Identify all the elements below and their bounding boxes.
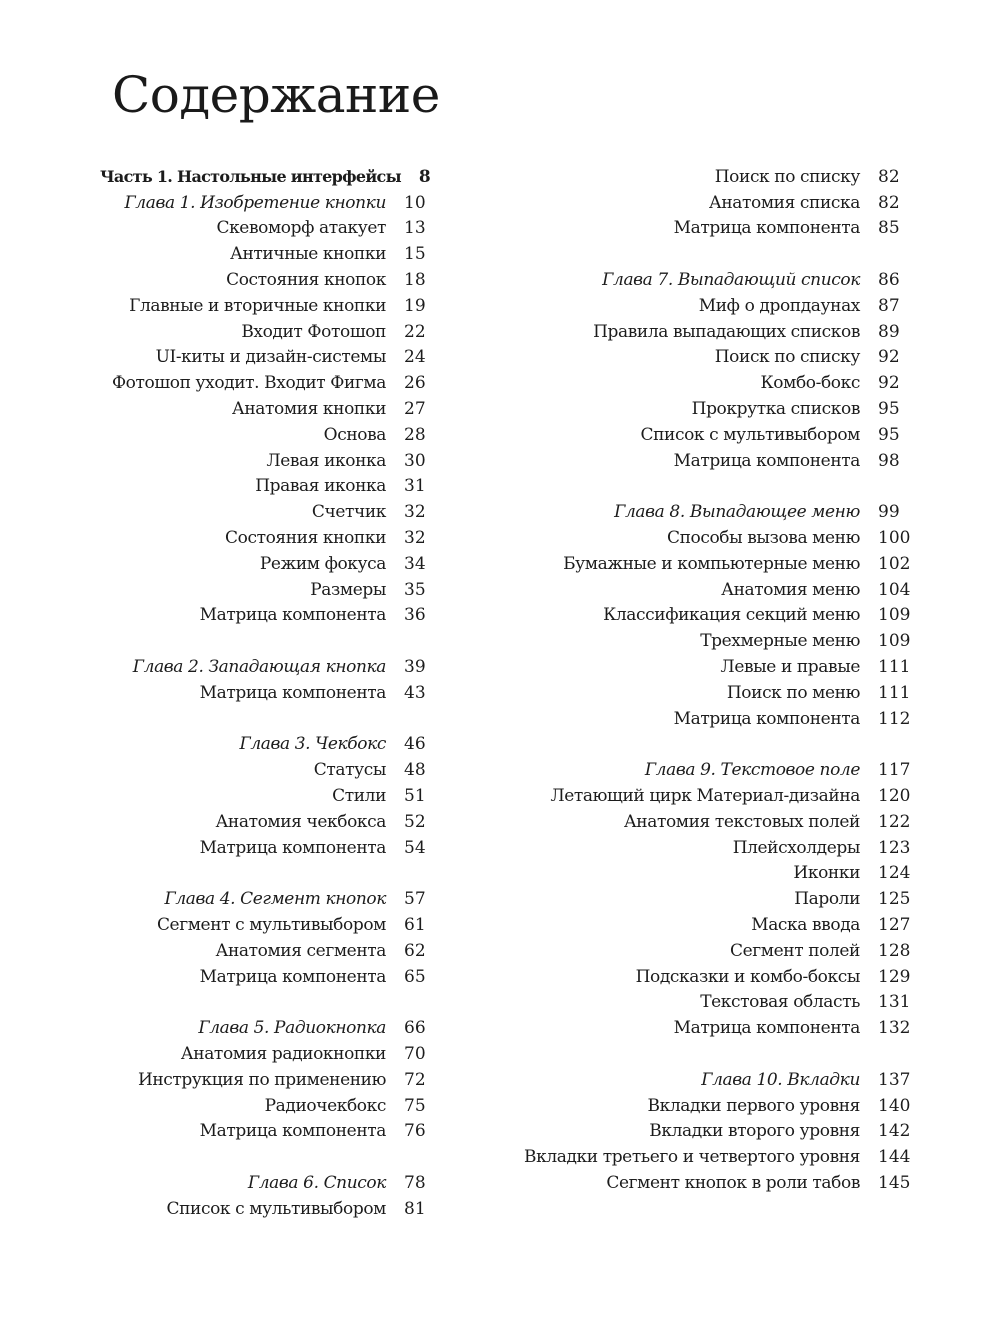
toc-section-entry[interactable] xyxy=(520,396,910,422)
toc-section-entry[interactable] xyxy=(100,1093,436,1119)
toc-section-entry[interactable] xyxy=(520,422,910,448)
toc-chapter-entry[interactable] xyxy=(100,732,436,758)
toc-section-entry[interactable] xyxy=(520,680,910,706)
toc-section-entry[interactable] xyxy=(520,370,910,396)
toc-entry-title: UI-киты и дизайн-системы xyxy=(155,347,386,368)
toc-page-number: 137 xyxy=(878,1069,911,1090)
toc-entry-title: Список с мультивыбором xyxy=(640,424,860,445)
toc-entry-title: Правила выпадающих списков xyxy=(593,321,860,342)
toc-page-number: 89 xyxy=(878,321,900,342)
toc-chapter-entry[interactable] xyxy=(520,757,910,783)
toc-page-number: 86 xyxy=(878,270,900,291)
toc-page-number: 131 xyxy=(878,992,911,1013)
toc-page-number: 128 xyxy=(878,940,911,961)
toc-page-number: 102 xyxy=(878,553,911,574)
toc-section-entry[interactable] xyxy=(520,164,910,190)
toc-page-number: 34 xyxy=(404,553,426,574)
toc-page-number: 124 xyxy=(878,863,911,884)
toc-section-entry[interactable] xyxy=(520,1093,910,1119)
toc-page-number: 36 xyxy=(404,605,426,626)
toc-page-number: 111 xyxy=(878,682,911,703)
toc-right-column xyxy=(520,164,910,1196)
toc-entry-title: Главные и вторичные кнопки xyxy=(129,295,386,316)
toc-section-entry[interactable] xyxy=(100,938,436,964)
toc-page-number: 82 xyxy=(878,192,900,213)
toc-entry-title: Левая иконка xyxy=(266,450,386,471)
toc-section-entry[interactable] xyxy=(100,603,436,629)
toc-page-number: 24 xyxy=(404,347,426,368)
toc-entry-title: Сегмент с мультивыбором xyxy=(156,915,386,935)
toc-chapter-entry[interactable] xyxy=(100,886,436,912)
toc-entry-title: Радиочекбокс xyxy=(264,1095,386,1116)
toc-section-entry[interactable] xyxy=(520,964,910,990)
toc-entry-title: Трехмерные меню xyxy=(700,631,860,652)
toc-page-number: 18 xyxy=(404,270,426,291)
toc-page-number: 39 xyxy=(404,657,426,678)
toc-spacer xyxy=(100,706,436,732)
toc-entry-title: Глава 3. Чекбокс xyxy=(239,734,386,755)
toc-section-entry[interactable] xyxy=(520,912,910,938)
toc-entry-title: Сегмент полей xyxy=(730,940,860,961)
toc-section-entry[interactable] xyxy=(520,654,910,680)
toc-entry-title: Глава 6. Список xyxy=(247,1172,386,1193)
toc-page-number: 123 xyxy=(878,837,911,858)
toc-section-entry[interactable] xyxy=(520,1170,910,1196)
toc-page-number: 51 xyxy=(404,786,426,807)
toc-page-number: 144 xyxy=(878,1147,911,1168)
toc-page-number: 132 xyxy=(878,1018,911,1039)
toc-entry-title: Глава 4. Сегмент кнопок xyxy=(164,889,386,910)
toc-page-number: 125 xyxy=(878,889,911,910)
toc-page-number: 61 xyxy=(404,915,426,935)
toc-entry-title: Скевоморф атакует xyxy=(216,218,386,239)
toc-section-entry[interactable] xyxy=(520,628,910,654)
toc-section-entry[interactable] xyxy=(520,809,910,835)
toc-entry-title: Матрица компонента xyxy=(673,450,860,471)
toc-part-entry[interactable] xyxy=(100,164,436,190)
toc-page-number: 140 xyxy=(878,1095,911,1116)
toc-page-number: 31 xyxy=(404,476,426,497)
toc-section-entry[interactable] xyxy=(100,241,436,267)
toc-section-entry[interactable] xyxy=(520,1118,910,1144)
toc-page-number: 111 xyxy=(878,657,911,678)
toc-section-entry[interactable] xyxy=(100,757,436,783)
toc-page-number: 75 xyxy=(404,1095,426,1116)
toc-chapter-entry[interactable] xyxy=(520,1067,910,1093)
toc-page-number: 109 xyxy=(878,605,911,626)
toc-page-number: 129 xyxy=(878,966,911,987)
toc-section-entry[interactable] xyxy=(520,293,910,319)
toc-page-number: 22 xyxy=(404,321,426,342)
toc-entry-title: Поиск по списку xyxy=(714,347,860,368)
toc-section-entry[interactable] xyxy=(520,861,910,887)
toc-entry-title: Вкладки третьего и четвертого уровня xyxy=(524,1147,860,1168)
toc-section-entry[interactable] xyxy=(100,577,436,603)
toc-entry-title: Поиск по меню xyxy=(726,682,860,703)
toc-section-entry[interactable] xyxy=(100,396,436,422)
toc-section-entry[interactable] xyxy=(520,190,910,216)
toc-page-number: 85 xyxy=(878,218,900,239)
toc-chapter-entry[interactable] xyxy=(100,1015,436,1041)
toc-entry-title: Прокрутка списков xyxy=(691,399,860,420)
toc-page-number: 46 xyxy=(404,734,426,755)
toc-entry-title: Состояния кнопок xyxy=(226,270,386,291)
toc-section-entry[interactable] xyxy=(100,499,436,525)
toc-entry-title: Глава 7. Выпадающий список xyxy=(602,270,860,291)
toc-spacer xyxy=(100,628,436,654)
toc-page-number: 66 xyxy=(404,1018,426,1039)
toc-entry-title: Анатомия радиокнопки xyxy=(180,1043,386,1064)
toc-entry-title: Список с мультивыбором xyxy=(166,1198,386,1219)
toc-page-number: 127 xyxy=(878,915,911,935)
toc-page-number: 99 xyxy=(878,502,900,523)
toc-section-entry[interactable] xyxy=(100,216,436,242)
toc-page-number: 27 xyxy=(404,399,426,420)
toc-section-entry[interactable] xyxy=(520,783,910,809)
toc-spacer xyxy=(520,474,910,500)
toc-section-entry[interactable] xyxy=(100,809,436,835)
toc-section-entry[interactable] xyxy=(100,422,436,448)
toc-spacer xyxy=(100,1144,436,1170)
toc-section-entry[interactable] xyxy=(100,1118,436,1144)
toc-page-number: 13 xyxy=(404,218,426,239)
toc-page-number: 95 xyxy=(878,424,900,445)
toc-section-entry[interactable] xyxy=(100,448,436,474)
toc-page-number: 72 xyxy=(404,1069,426,1090)
toc-entry-title: Анатомия меню xyxy=(721,579,860,600)
toc-section-entry[interactable] xyxy=(520,886,910,912)
toc-section-entry[interactable] xyxy=(100,912,436,938)
toc-section-entry[interactable] xyxy=(520,577,910,603)
toc-page-number: 26 xyxy=(404,373,426,394)
toc-section-entry[interactable] xyxy=(520,603,910,629)
toc-left-column xyxy=(100,164,436,1222)
toc-entry-title: Пароли xyxy=(794,889,860,910)
toc-page-number: 92 xyxy=(878,347,900,368)
toc-page-number: 35 xyxy=(404,579,426,600)
toc-entry-title: Основа xyxy=(323,424,386,445)
toc-entry-title: Классификация секций меню xyxy=(603,605,860,626)
toc-page-number: 70 xyxy=(404,1043,426,1064)
toc-entry-title: Матрица компонента xyxy=(199,605,386,626)
toc-entry-title: Инструкция по применению xyxy=(137,1069,386,1090)
toc-entry-title: Летающий цирк Материал-дизайна xyxy=(550,786,860,807)
toc-entry-title: Анатомия чекбокса xyxy=(215,811,386,832)
toc-page-number: 82 xyxy=(878,166,900,187)
toc-entry-title: Фотошоп уходит. Входит Фигма xyxy=(111,373,386,394)
toc-entry-title: Анатомия списка xyxy=(708,192,860,213)
toc-page-number: 43 xyxy=(404,682,426,703)
toc-entry-title: Размеры xyxy=(310,579,386,600)
toc-entry-title: Вкладки второго уровня xyxy=(649,1121,860,1142)
toc-section-entry[interactable] xyxy=(520,938,910,964)
toc-entry-title: Способы вызова меню xyxy=(666,528,860,549)
toc-entry-title: Текстовая область xyxy=(700,992,860,1013)
toc-entry-title: Статусы xyxy=(313,760,386,781)
toc-section-entry[interactable] xyxy=(100,680,436,706)
toc-entry-title: Правая иконка xyxy=(255,476,386,497)
toc-entry-title: Вкладки первого уровня xyxy=(647,1095,860,1116)
toc-page-number: 104 xyxy=(878,579,911,600)
toc-page-number: 92 xyxy=(878,373,900,394)
toc-page-number: 28 xyxy=(404,424,426,445)
toc-page-number: 81 xyxy=(404,1198,426,1219)
toc-entry-title: Глава 1. Изобретение кнопки xyxy=(124,192,386,213)
toc-section-entry[interactable] xyxy=(520,1144,910,1170)
toc-entry-title: Матрица компонента xyxy=(199,837,386,858)
toc-section-entry[interactable] xyxy=(520,990,910,1016)
toc-entry-title: Часть 1. Настольные интерфейсы xyxy=(100,167,401,187)
toc-section-entry[interactable] xyxy=(520,706,910,732)
toc-entry-title: Миф о дропдаунах xyxy=(698,295,860,316)
toc-section-entry[interactable] xyxy=(100,319,436,345)
toc-section-entry[interactable] xyxy=(520,835,910,861)
toc-page-number: 120 xyxy=(878,786,911,807)
toc-entry-title: Глава 9. Текстовое поле xyxy=(644,760,860,781)
toc-page-number: 100 xyxy=(878,528,911,549)
toc-spacer xyxy=(100,861,436,887)
toc-section-entry[interactable] xyxy=(520,319,910,345)
toc-section-entry[interactable] xyxy=(100,345,436,371)
toc-entry-title: Поиск по списку xyxy=(714,166,860,187)
toc-chapter-entry[interactable] xyxy=(100,654,436,680)
toc-entry-title: Бумажные и компьютерные меню xyxy=(563,553,860,574)
toc-section-entry[interactable] xyxy=(520,551,910,577)
toc-spacer xyxy=(520,241,910,267)
toc-entry-title: Матрица компонента xyxy=(199,966,386,987)
toc-page-number: 54 xyxy=(404,837,426,858)
toc-section-entry[interactable] xyxy=(100,474,436,500)
toc-entry-title: Подсказки и комбо-боксы xyxy=(635,966,860,987)
toc-page-number: 112 xyxy=(878,708,911,729)
toc-entry-title: Античные кнопки xyxy=(230,244,386,265)
toc-page-number: 57 xyxy=(404,889,426,910)
page-title: Содержание xyxy=(112,66,440,124)
toc-page-number: 48 xyxy=(404,760,426,781)
toc-section-entry[interactable] xyxy=(100,551,436,577)
toc-section-entry[interactable] xyxy=(100,293,436,319)
toc-chapter-entry[interactable] xyxy=(520,499,910,525)
toc-page-number: 32 xyxy=(404,502,426,523)
toc-chapter-entry[interactable] xyxy=(520,267,910,293)
toc-section-entry[interactable] xyxy=(520,1015,910,1041)
toc-spacer xyxy=(100,990,436,1016)
toc-page-number: 65 xyxy=(404,966,426,987)
toc-entry-title: Состояния кнопки xyxy=(225,528,386,549)
toc-section-entry[interactable] xyxy=(100,1041,436,1067)
toc-page-number: 117 xyxy=(878,760,911,781)
toc-page-number: 8 xyxy=(418,166,431,187)
toc-section-entry[interactable] xyxy=(100,525,436,551)
toc-chapter-entry[interactable] xyxy=(100,1170,436,1196)
toc-section-entry[interactable] xyxy=(520,448,910,474)
toc-entry-title: Входит Фотошоп xyxy=(241,321,386,342)
toc-entry-title: Матрица компонента xyxy=(673,708,860,729)
toc-entry-title: Матрица компонента xyxy=(199,682,386,703)
toc-page-number: 10 xyxy=(404,192,426,213)
toc-section-entry[interactable] xyxy=(100,1196,436,1222)
toc-entry-title: Глава 5. Радиокнопка xyxy=(198,1018,386,1039)
toc-entry-title: Глава 10. Вкладки xyxy=(701,1069,860,1090)
toc-page-number: 87 xyxy=(878,295,900,316)
toc-page-number: 78 xyxy=(404,1172,426,1193)
toc-entry-title: Маска ввода xyxy=(751,915,860,935)
toc-section-entry[interactable] xyxy=(520,525,910,551)
toc-page-number: 95 xyxy=(878,399,900,420)
toc-page-number: 145 xyxy=(878,1172,911,1193)
toc-section-entry[interactable] xyxy=(100,964,436,990)
toc-page-number: 30 xyxy=(404,450,426,471)
toc-entry-title: Иконки xyxy=(793,863,860,884)
toc-page-number: 109 xyxy=(878,631,911,652)
toc-entry-title: Сегмент кнопок в роли табов xyxy=(606,1172,860,1193)
toc-entry-title: Матрица компонента xyxy=(199,1121,386,1142)
toc-section-entry[interactable] xyxy=(100,1067,436,1093)
toc-section-entry[interactable] xyxy=(520,216,910,242)
toc-entry-title: Матрица компонента xyxy=(673,218,860,239)
toc-entry-title: Счетчик xyxy=(311,502,386,523)
toc-section-entry[interactable] xyxy=(100,267,436,293)
toc-section-entry[interactable] xyxy=(100,835,436,861)
toc-entry-title: Глава 2. Западающая кнопка xyxy=(132,657,386,678)
toc-entry-title: Анатомия сегмента xyxy=(215,940,386,961)
toc-entry-title: Анатомия текстовых полей xyxy=(623,811,860,832)
toc-page-number: 98 xyxy=(878,450,900,471)
toc-page-number: 32 xyxy=(404,528,426,549)
toc-entry-title: Режим фокуса xyxy=(259,553,386,574)
toc-page-number: 19 xyxy=(404,295,426,316)
toc-entry-title: Матрица компонента xyxy=(673,1018,860,1039)
toc-page-number: 15 xyxy=(404,244,426,265)
toc-entry-title: Стили xyxy=(332,786,386,807)
toc-section-entry[interactable] xyxy=(100,783,436,809)
toc-entry-title: Комбо-бокс xyxy=(760,373,860,394)
toc-page-number: 52 xyxy=(404,811,426,832)
toc-entry-title: Левые и правые xyxy=(720,657,860,678)
toc-page-number: 122 xyxy=(878,811,911,832)
toc-spacer xyxy=(520,1041,910,1067)
toc-entry-title: Анатомия кнопки xyxy=(231,399,386,420)
toc-section-entry[interactable] xyxy=(100,370,436,396)
toc-chapter-entry[interactable] xyxy=(100,190,436,216)
toc-entry-title: Глава 8. Выпадающее меню xyxy=(614,502,860,523)
toc-entry-title: Плейсхолдеры xyxy=(732,837,860,858)
toc-page-number: 76 xyxy=(404,1121,426,1142)
toc-page-number: 142 xyxy=(878,1121,911,1142)
toc-section-entry[interactable] xyxy=(520,345,910,371)
toc-page-number: 62 xyxy=(404,940,426,961)
toc-spacer xyxy=(520,732,910,758)
